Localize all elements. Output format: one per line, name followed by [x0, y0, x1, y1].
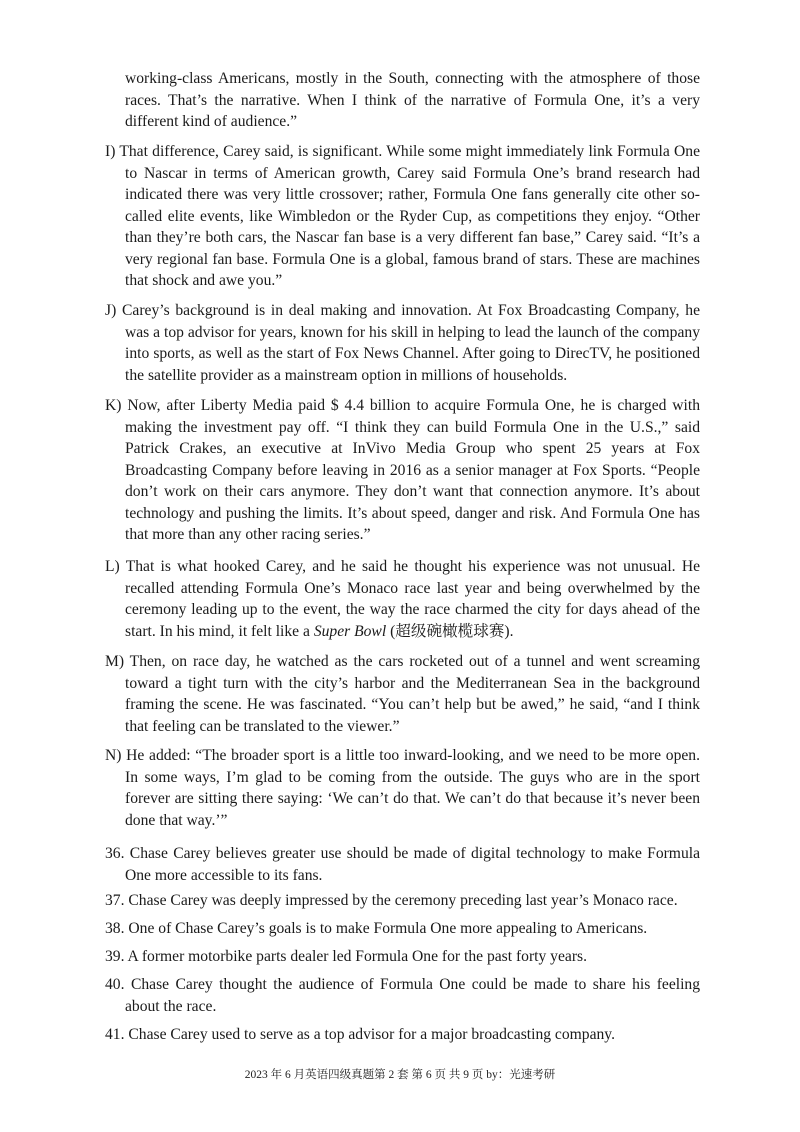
paragraph-m [105, 651, 700, 737]
question-text: Chase Carey believes greater use should be made of digital technology to make Formula One more accessible to its fans. [125, 845, 700, 884]
paragraph-text-emphasis: Super Bowl [313, 622, 387, 640]
paragraph-n [105, 745, 700, 831]
question-number: 39. [105, 948, 125, 965]
question-39 [105, 946, 700, 968]
paragraph-text-before: That is what hooked Carey, and he said he thought his experience was not unusual. He recalled attending Formula One’s Monaco race last year and being overwhelmed by the ceremony leading up to the event, the way the race charmed the city for days ahead of the start. In his mind, it felt like a [125, 558, 701, 640]
question-text: Chase Carey used to serve as a top advisor for a major broadcasting company. [128, 1026, 615, 1043]
question-number: 40. [105, 976, 125, 993]
paragraph-text: He added: “The broader sport is a little too inward-looking, and we need to be more open. In some ways, I’m glad to be coming from the outside. The guys who are in the sport forever are sitting there saying: ‘We can’t do that. We can’t do that because it’s never been done that way.’” [125, 747, 701, 829]
question-text: Chase Carey was deeply impressed by the ceremony preceding last year’s Monaco race. [128, 892, 678, 909]
paragraph-i [105, 141, 700, 292]
paragraph-text: Then, on race day, he watched as the cars rocketed out of a tunnel and went screaming toward a tight turn with the city’s harbor and the Mediterranean Sea in the background framing the scene. He was fascinated. “You can’t help but be awed,” he said, “and I think that feeling can be translated to the viewer.” [125, 653, 700, 735]
continuation-text: working-class Americans, mostly in the South, connecting with the atmosphere of those races. That’s the narrative. When I think of the narrative of Formula One, it’s a very different kind of audience.” [125, 70, 700, 130]
paragraph-text-after: (超级碗橄榄球赛). [386, 622, 514, 640]
question-text: A former motorbike parts dealer led Formula One for the past forty years. [127, 948, 587, 965]
paragraph-label: M) [105, 653, 125, 670]
question-number: 36. [105, 845, 125, 862]
question-36 [105, 843, 700, 886]
paragraph-l [105, 556, 700, 642]
page-footer: 2023 年 6 月英语四级真题第 2 套 第 6 页 共 9 页 by：光速考研 [244, 1069, 556, 1081]
paragraph-label: J) [105, 302, 117, 319]
question-number: 37. [105, 892, 125, 909]
question-41 [105, 1024, 700, 1046]
paragraph-text: Carey’s background is in deal making and innovation. At Fox Broadcasting Company, he was a top advisor for years, known for his skill in helping to lead the launch of the company into sports, as well as the start of Fox News Channel. After going to DirecTV, he positioned the satellite provider as a mainstream option in millions of households. [122, 302, 701, 384]
paragraph-label: N) [105, 747, 122, 764]
paragraph-label: K) [105, 397, 122, 414]
paragraph-k [105, 395, 700, 546]
question-38 [105, 918, 700, 940]
paragraph-j [105, 300, 700, 386]
question-37 [105, 890, 700, 912]
paragraph-label: I) [105, 143, 116, 160]
question-text: One of Chase Carey’s goals is to make Formula One more appealing to Americans. [128, 920, 648, 937]
paragraph-label: L) [105, 558, 120, 575]
question-text: Chase Carey thought the audience of Formula One could be made to share his feeling about the race. [125, 976, 700, 1015]
paragraph-text: Now, after Liberty Media paid $ 4.4 billion to acquire Formula One, he is charged with making the investment pay off. “I think they can build Formula One in the U.S.,” said Patrick Crakes, an executive at InVivo Media Group who spent 25 years at Fox Broadcasting Company before leaving in 2016 as a senior manager at Fox Sports. “People don’t work on their cars anymore. They don’t want that connection anymore. It’s about technology and pushing the limits. It’s about speed, danger and risk. And Formula One has that more than any other racing series.” [125, 397, 700, 543]
question-40 [105, 974, 700, 1017]
question-number: 41. [105, 1026, 125, 1043]
paragraph-text: That difference, Carey said, is significant. While some might immediately link Formula One to Nascar in terms of American growth, Carey said Formula One’s brand research had indicated there was very little crossover; rather, Formula One fans generally cite other so-called elite events, like Wimbledon or the Ryder Cup, as competitions they enjoy. “Other than they’re both cars, the Nascar fan base is a very different fan base,” Carey said. “It’s a very regional fan base. Formula One is a global, famous brand of stars. These are machines that shock and awe you.” [119, 143, 700, 289]
question-number: 38. [105, 920, 125, 937]
